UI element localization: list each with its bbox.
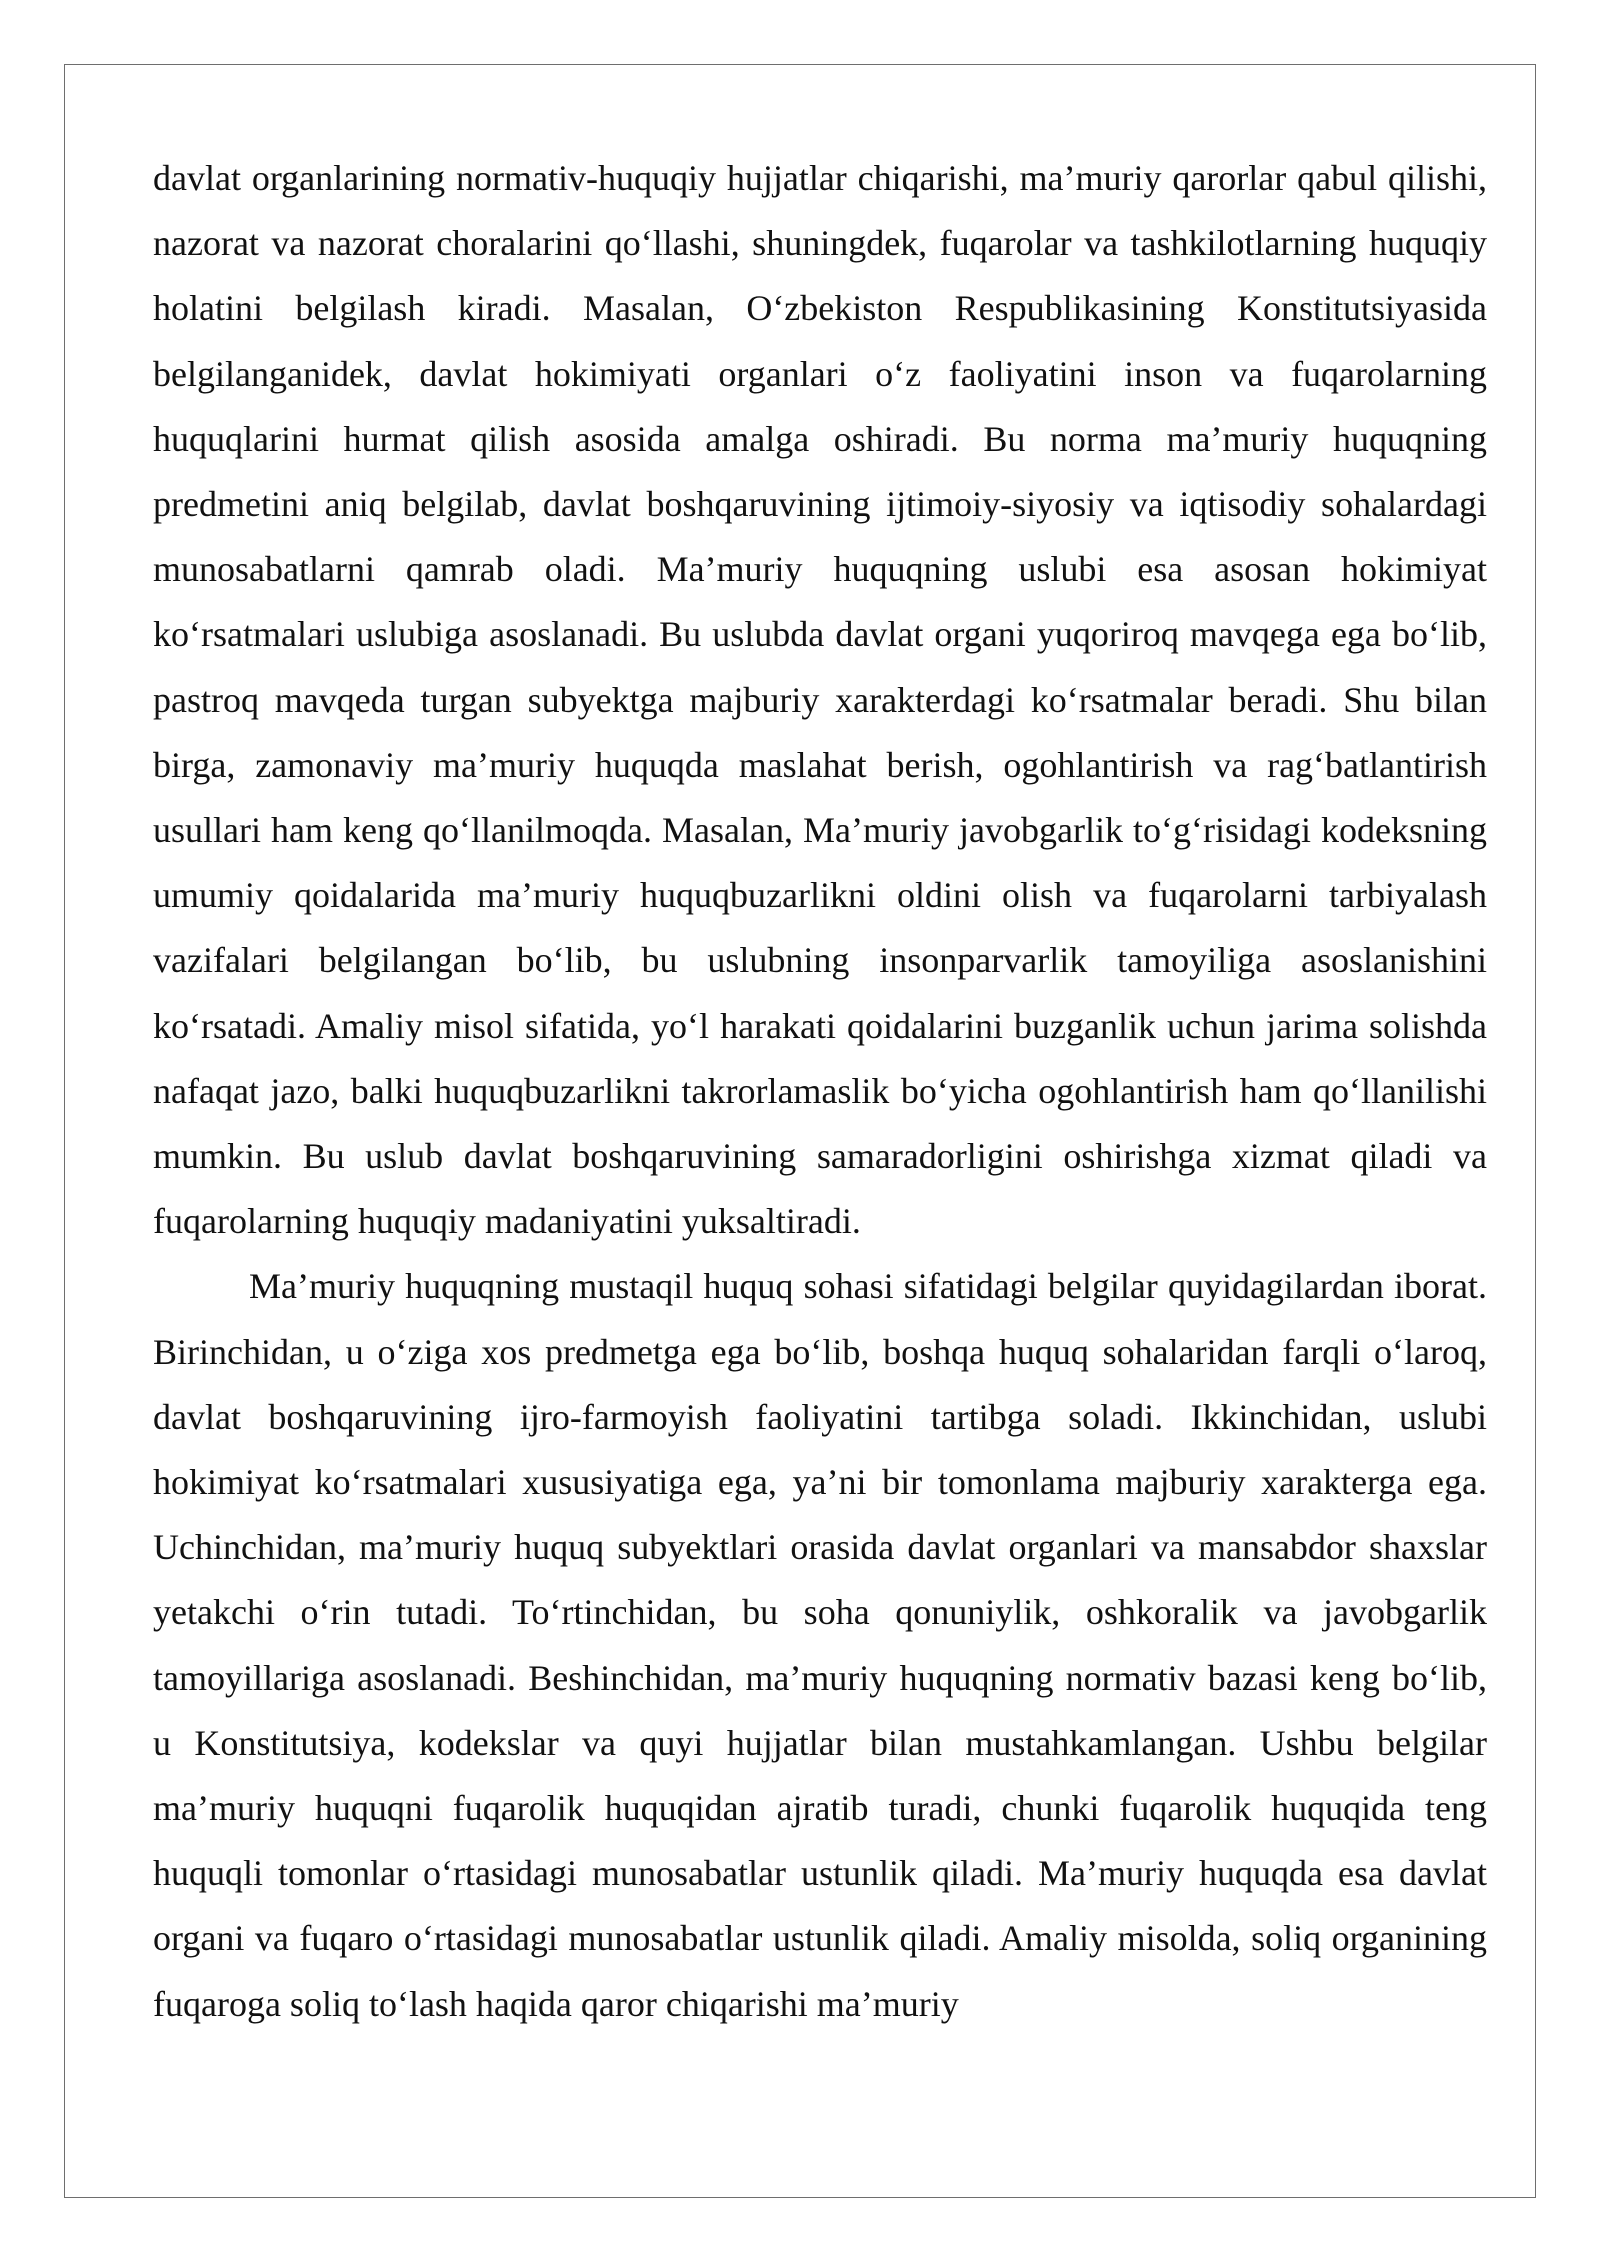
paragraph-continuation: davlat organlarining normativ-huquqiy hujjatlar chiqarishi, ma’muriy qarorlar qabul qilishi, nazorat va nazorat choralarini qo‘llashi, shuningdek, fuqarolar va tashkilotlarning huquqiy holatini belgilash kiradi. Masalan, O‘zbekiston Respublikasining Konstitutsiyasida belgilanganidek, davlat hokimiyati organlari o‘z faoliyatini inson va fuqarolarning huquqlarini hurmat qilish asosida amalga oshiradi. Bu norma ma’muriy huquqning predmetini aniq belgilab, davlat boshqaruvining ijtimoiy-siyosiy va iqtisodiy sohalardagi munosabatlarni qamrab oladi. Ma’muriy huquqning uslubi esa asosan hokimiyat ko‘rsatmalari uslubiga asoslanadi. Bu uslubda davlat organi yuqoriroq mavqega ega bo‘lib, pastroq mavqeda turgan subyektga majburiy xarakterdagi ko‘rsatmalar beradi. Shu bilan birga, zamonaviy ma’muriy huquqda maslahat berish, ogohlantirish va rag‘batlantirish usullari ham keng qo‘llanilmoqda. Masalan, Ma’muriy javobgarlik to‘g‘risidagi kodeksning umumiy qoidalarida ma’muriy huquqbuzarlikni oldini olish va fuqarolarni tarbiyalash vazifalari belgilangan bo‘lib, bu uslubning insonparvarlik tamoyiliga asoslanishini ko‘rsatadi. Amaliy misol sifatida, yo‘l harakati qoidalarini buzganlik uchun jarima solishda nafaqat jazo, balki huquqbuzarlikni takrorlamaslik bo‘yicha ogohlantirish ham qo‘llanilishi mumkin. Bu uslub davlat boshqaruvining samaradorligini oshirishga xizmat qiladi va fuqarolarning huquqiy madaniyatini yuksaltiradi.	[153, 158, 1487, 1242]
paragraph-administrative-law-features: Ma’muriy huquqning mustaqil huquq sohasi sifatidagi belgilar quyidagilardan iborat. Birinchidan, u o‘ziga xos predmetga ega bo‘lib, boshqa huquq sohalaridan farqli o‘laroq, davlat boshqaruvining ijro-farmoyish faoliyatini tartibga soladi. Ikkinchidan, uslubi hokimiyat ko‘rsatmalari xususiyatiga ega, ya’ni bir tomonlama majburiy xarakterga ega. Uchinchidan, ma’muriy huquq subyektlari orasida davlat organlari va mansabdor shaxslar yetakchi o‘rin tutadi. To‘rtinchidan, bu soha qonuniylik, oshkoralik va javobgarlik tamoyillariga asoslanadi. Beshinchidan, ma’muriy huquqning normativ bazasi keng bo‘lib, u Konstitutsiya, kodekslar va quyi hujjatlar bilan mustahkamlangan. Ushbu belgilar ma’muriy huquqni fuqarolik huquqidan ajratib turadi, chunki fuqarolik huquqida teng huquqli tomonlar o‘rtasidagi munosabatlar ustunlik qiladi. Ma’muriy huquqda esa davlat organi va fuqaro o‘rtasidagi munosabatlar ustunlik qiladi. Amaliy misolda, soliq organining fuqaroga soliq to‘lash haqida qaror chiqarishi ma’muriy	[153, 1266, 1487, 2024]
document-body	[153, 146, 1487, 2037]
